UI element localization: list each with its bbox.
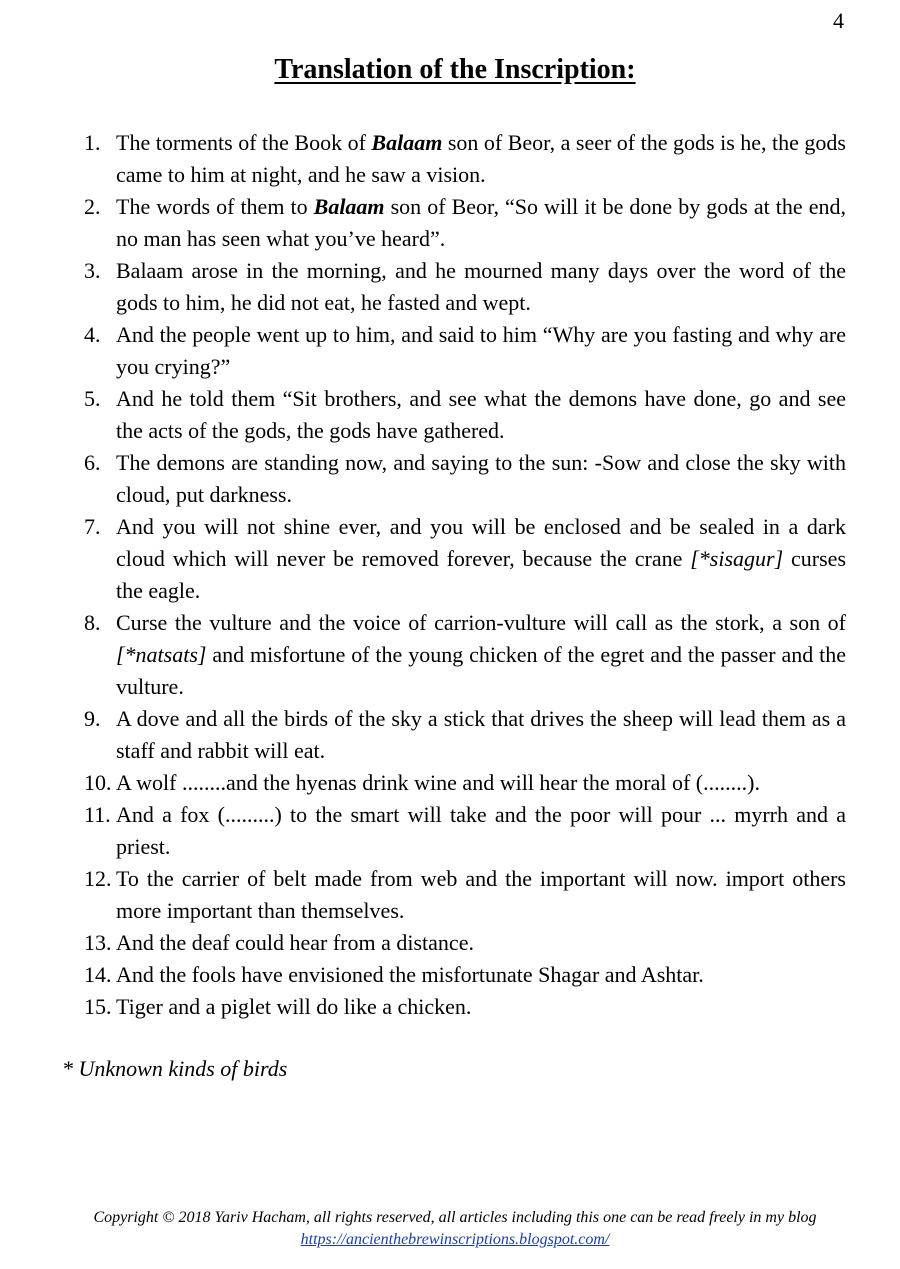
list-item	[84, 863, 846, 927]
item-text: A wolf ........and the hyenas drink wine and will hear the moral of (........).	[116, 770, 760, 795]
list-item	[84, 447, 846, 511]
list-item	[84, 319, 846, 383]
item-number: 2.	[84, 194, 101, 219]
blog-link[interactable]: https://ancienthebrewinscriptions.blogspot.com/	[300, 1231, 610, 1248]
item-italic: [*sisagur]	[690, 546, 784, 571]
page-title: Translation of the Inscription:	[274, 54, 636, 85]
translation-list	[84, 127, 846, 1023]
list-item	[84, 703, 846, 767]
item-text: The demons are standing now, and saying to the sun: -Sow and close the sky with cloud, put darkness.	[116, 450, 846, 507]
item-emphasis: Balaam	[313, 194, 385, 219]
copyright-footer	[60, 1207, 850, 1251]
item-number: 3.	[84, 258, 101, 283]
list-item	[84, 607, 846, 703]
item-text: Balaam arose in the morning, and he mourned many days over the word of the gods to him, he did not eat, he fasted and wept.	[116, 258, 846, 315]
list-item	[84, 127, 846, 191]
item-text-cont: and misfortune of the young chicken of the egret and the passer and the vulture.	[116, 642, 846, 699]
item-number: 8.	[84, 610, 101, 635]
item-text: A dove and all the birds of the sky a stick that drives the sheep will lead them as a staff and rabbit will eat.	[116, 706, 846, 763]
item-number: 5.	[84, 386, 101, 411]
item-text-cont: curses the eagle.	[116, 546, 847, 603]
item-number: 12.	[84, 866, 112, 891]
item-number: 15.	[84, 994, 112, 1019]
item-number: 14.	[84, 962, 112, 987]
copyright-text: Copyright © 2018 Yariv Hacham, all rights reserved, all articles including this one can be read freely in my blog	[93, 1209, 817, 1226]
item-number: 13.	[84, 930, 112, 955]
item-text: And you will not shine ever, and you will be enclosed and be sealed in a dark cloud which will never be removed forever, because the crane	[116, 514, 846, 571]
item-number: 6.	[84, 450, 101, 475]
item-text: And the people went up to him, and said to him “Why are you fasting and why are you crying?”	[116, 322, 846, 379]
list-item	[84, 927, 846, 959]
item-text: And he told them “Sit brothers, and see what the demons have done, go and see the acts of the gods, the gods have gathered.	[116, 386, 846, 443]
item-number: 10.	[84, 770, 112, 795]
item-number: 7.	[84, 514, 101, 539]
item-number: 4.	[84, 322, 101, 347]
item-text: Curse the vulture and the voice of carrion-vulture will call as the stork, a son of	[116, 610, 846, 635]
item-text-cont: son of Beor, a seer of the gods is he, the gods came to him at night, and he saw a vision.	[116, 130, 846, 187]
item-text: And the deaf could hear from a distance.	[116, 930, 474, 955]
item-text: To the carrier of belt made from web and the important will now. import others more important than themselves.	[116, 866, 846, 923]
list-item	[84, 191, 846, 255]
item-text: Tiger and a piglet will do like a chicken.	[116, 994, 472, 1019]
item-number: 11.	[84, 802, 111, 827]
item-text-cont: son of Beor, “So will it be done by gods at the end, no man has seen what you’ve heard”.	[116, 194, 846, 251]
item-emphasis: Balaam	[371, 130, 443, 155]
item-number: 9.	[84, 706, 101, 731]
item-text: The torments of the Book of	[116, 130, 372, 155]
item-text: And the fools have envisioned the misfortunate Shagar and Ashtar.	[116, 962, 704, 987]
page-number: 4	[833, 8, 844, 33]
list-item	[84, 767, 846, 799]
list-item	[84, 511, 846, 607]
item-text: And a fox (.........) to the smart will take and the poor will pour ... myrrh and a priest.	[116, 802, 846, 859]
list-item	[84, 799, 846, 863]
item-text: The words of them to	[116, 194, 314, 219]
item-number: 1.	[84, 130, 101, 155]
list-item	[84, 255, 846, 319]
list-item	[84, 991, 846, 1023]
item-italic: [*natsats]	[116, 642, 207, 667]
list-item	[84, 383, 846, 447]
list-item	[84, 959, 846, 991]
footnote: * Unknown kinds of birds	[62, 1056, 288, 1081]
